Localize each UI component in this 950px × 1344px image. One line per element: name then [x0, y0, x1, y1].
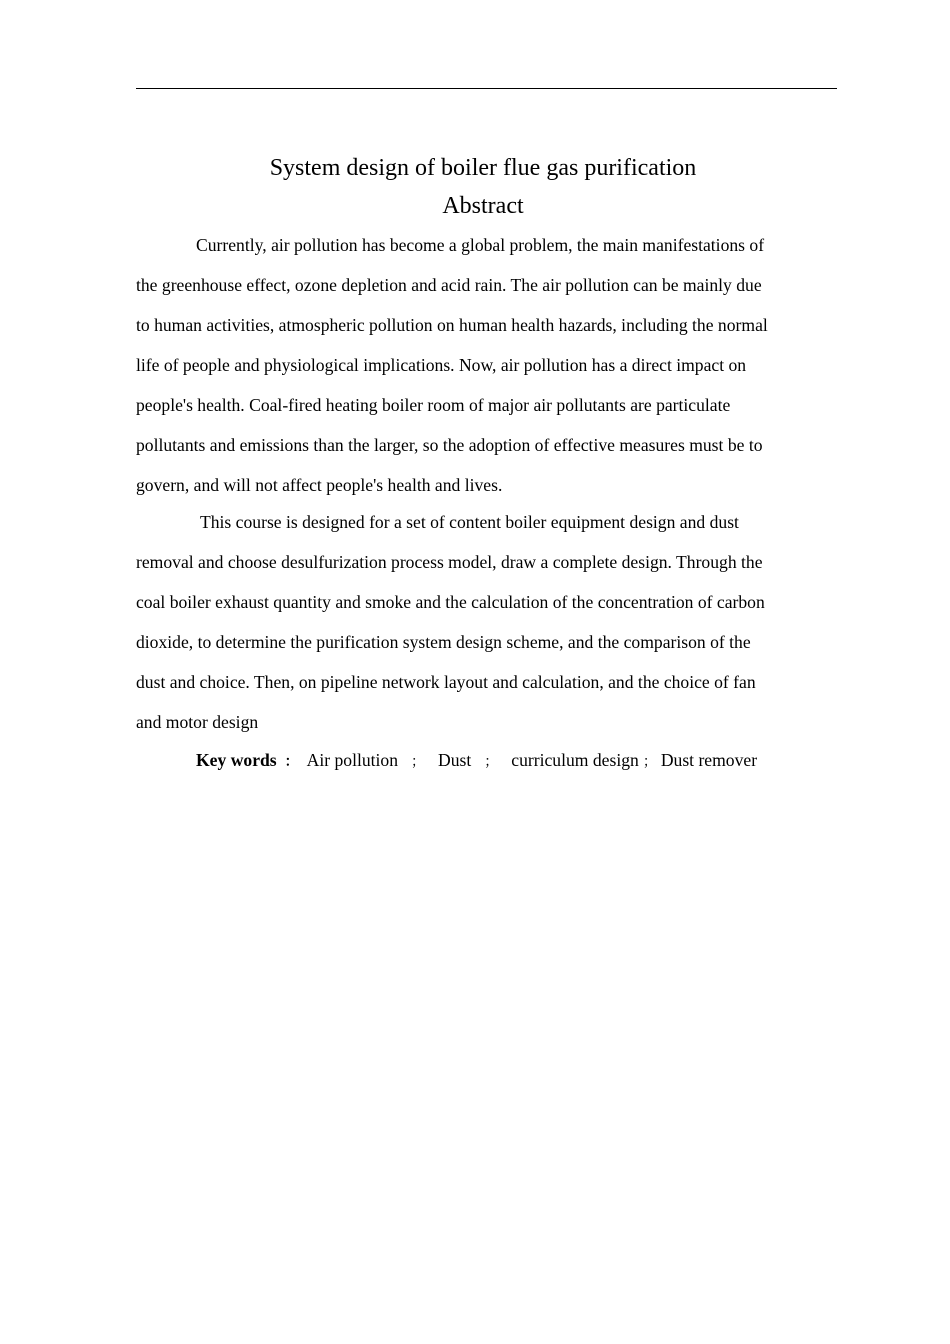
- abstract-paragraph-1: [136, 225, 830, 505]
- keywords-line: [196, 740, 757, 783]
- paragraph-line: and motor design: [136, 712, 259, 732]
- keyword-separator: ；: [411, 755, 426, 770]
- keywords-label: Key words: [196, 750, 277, 770]
- paragraph-line: dioxide, to determine the purification system design scheme, and the comparison of the: [136, 632, 751, 652]
- paragraph-line: the greenhouse effect, ozone depletion and acid rain. The air pollution can be mainly due: [136, 275, 762, 295]
- paragraph-line: removal and choose desulfurization process model, draw a complete design. Through the: [136, 552, 763, 572]
- paragraph-line: Currently, air pollution has become a global problem, the main manifestations of: [196, 235, 765, 255]
- paragraph-line: life of people and physiological implications. Now, air pollution has a direct impact on: [136, 355, 747, 375]
- keyword-item: curriculum design: [511, 750, 639, 770]
- keyword-item: Dust remover: [660, 750, 758, 770]
- paragraph-line: coal boiler exhaust quantity and smoke and the calculation of the concentration of carbon: [136, 592, 765, 612]
- keywords-colon: ：: [284, 755, 299, 770]
- paragraph-line: This course is designed for a set of content boiler equipment design and dust: [200, 512, 739, 532]
- paragraph-line: people's health. Coal-fired heating boiler room of major air pollutants are particulate: [136, 395, 731, 415]
- keyword-item: Dust: [438, 750, 472, 770]
- keyword-separator: ；: [484, 755, 499, 770]
- paragraph-line: dust and choice. Then, on pipeline network layout and calculation, and the choice of fan: [136, 672, 756, 692]
- keyword-separator: ；: [642, 755, 657, 770]
- paragraph-line: to human activities, atmospheric pollution on human health hazards, including the normal: [136, 315, 768, 335]
- abstract-heading: Abstract: [442, 193, 524, 219]
- header-rule: [136, 88, 837, 89]
- paragraph-line: govern, and will not affect people's health and lives.: [136, 475, 503, 495]
- keyword-item: Air pollution: [306, 750, 399, 770]
- paragraph-line: pollutants and emissions than the larger, so the adoption of effective measures must be to: [136, 435, 763, 455]
- document-title: System design of boiler flue gas purification: [269, 155, 697, 181]
- abstract-paragraph-2: [136, 502, 830, 742]
